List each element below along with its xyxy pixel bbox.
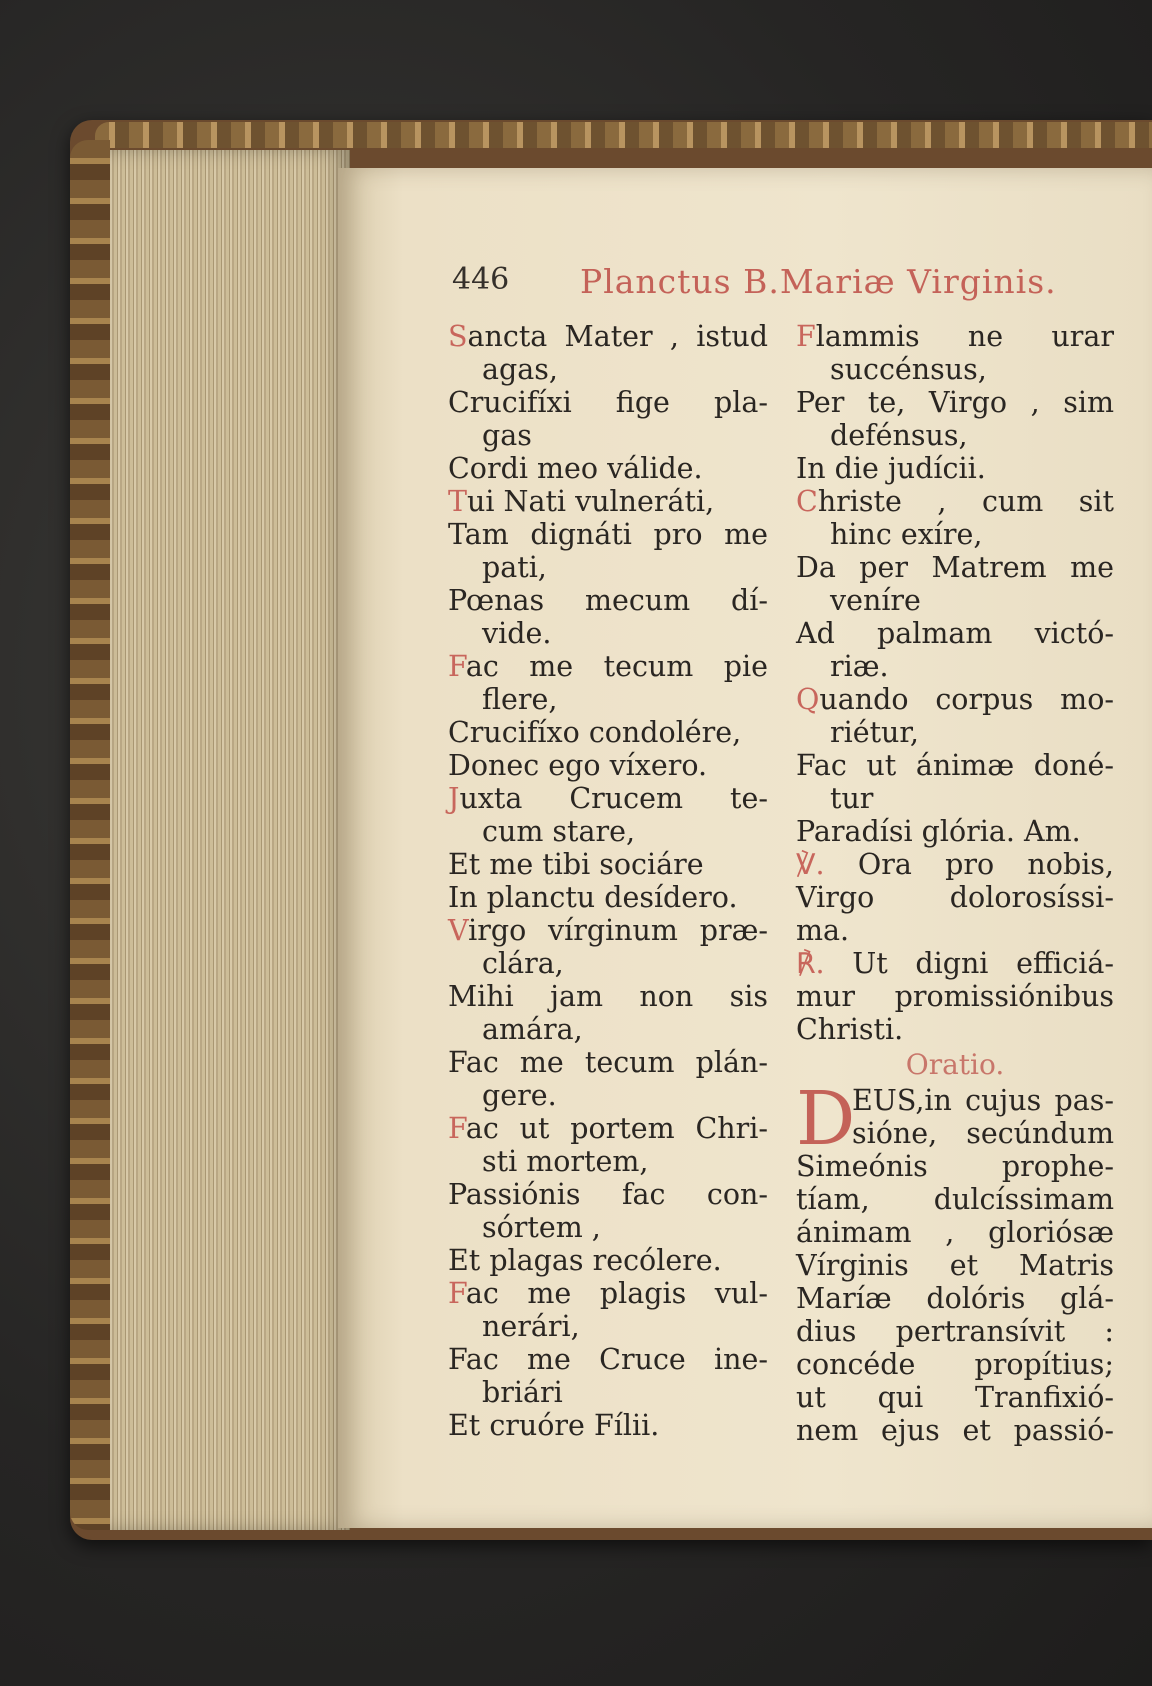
verse-text: In planctu desídero. bbox=[448, 881, 738, 914]
right-text-column bbox=[796, 320, 1114, 1447]
verse-text: Virgo dolorosíssi- bbox=[796, 881, 1114, 914]
verse-line bbox=[796, 782, 1114, 815]
prayer-line: ut qui Tranfixió- bbox=[796, 1381, 1114, 1414]
verse-line bbox=[796, 947, 1114, 980]
verse-text: nerári, bbox=[482, 1310, 580, 1343]
page-edges bbox=[110, 150, 350, 1530]
red-initial: F bbox=[448, 650, 466, 683]
drop-cap-initial: D bbox=[796, 1076, 856, 1162]
red-initial: T bbox=[448, 485, 468, 518]
red-initial: J bbox=[448, 782, 460, 815]
verse-line bbox=[796, 683, 1114, 716]
prayer-line: sióne, secúndum bbox=[852, 1117, 1114, 1150]
verse-text: Crucifíxo condolére, bbox=[448, 716, 742, 749]
verse-text: Paradísi glória. Am. bbox=[796, 815, 1081, 848]
verse-line bbox=[796, 518, 1114, 551]
verse-text: briári bbox=[482, 1376, 563, 1409]
verse-line bbox=[796, 485, 1114, 518]
prayer-line: Vírginis et Matris bbox=[796, 1249, 1114, 1282]
verse-text: Christi. bbox=[796, 1013, 904, 1046]
verse-text: Fac ut ánimæ doné- bbox=[796, 749, 1114, 782]
prayer-line: EUS,in cujus pas- bbox=[852, 1084, 1114, 1117]
verse-text: ac ut portem Chri- bbox=[465, 1112, 768, 1145]
verse-text: In die judícii. bbox=[796, 452, 986, 485]
oratio-heading: Oratio. bbox=[905, 1048, 1005, 1081]
verse-line bbox=[796, 881, 1114, 914]
verse-line bbox=[448, 1409, 768, 1442]
red-initial: C bbox=[796, 485, 818, 518]
verse-text: defénsus, bbox=[830, 419, 968, 452]
prayer-line: nem ejus et passió- bbox=[796, 1414, 1114, 1447]
verse-text: Ad palmam victó- bbox=[796, 617, 1114, 650]
verse-text: veníre bbox=[830, 584, 921, 617]
red-initial: F bbox=[796, 320, 816, 353]
prayer-line: concéde propítius; bbox=[796, 1348, 1114, 1381]
verse-line bbox=[448, 320, 768, 353]
verse-line bbox=[796, 551, 1114, 584]
verse-line bbox=[448, 1310, 768, 1343]
verse-text: Per te, Virgo , sim bbox=[796, 386, 1114, 419]
verse-line bbox=[448, 683, 768, 716]
verse-text: uando corpus mo- bbox=[819, 683, 1114, 716]
verse-line bbox=[796, 749, 1114, 782]
verse-line bbox=[448, 881, 768, 914]
verse-text: ui Nati vulneráti, bbox=[467, 485, 715, 518]
verse-line bbox=[448, 815, 768, 848]
verse-text: lammis ne urar bbox=[815, 320, 1114, 353]
book-top-edge-ornament bbox=[95, 122, 1152, 148]
verse-text: Ora pro nobis, bbox=[824, 848, 1114, 881]
verse-text: irgo vírginum præ- bbox=[468, 914, 768, 947]
verse-line bbox=[448, 716, 768, 749]
prayer-line: tíam, dulcíssimam bbox=[796, 1183, 1114, 1216]
red-initial: F bbox=[448, 1112, 466, 1145]
verse-text: hriste , cum sit bbox=[817, 485, 1114, 518]
verse-line bbox=[448, 1277, 768, 1310]
verse-line bbox=[448, 1145, 768, 1178]
prayer-line: ánimam , gloriósæ bbox=[796, 1216, 1114, 1249]
verse-text: Crucifíxi fige pla- bbox=[448, 386, 768, 419]
verse-text: Mihi jam non sis bbox=[448, 980, 768, 1013]
verse-line bbox=[796, 1013, 1114, 1046]
verse-line bbox=[448, 1178, 768, 1211]
verse-line bbox=[448, 848, 768, 881]
verse-line bbox=[796, 386, 1114, 419]
verse-text: Tam dignáti pro me bbox=[448, 518, 768, 551]
verse-line bbox=[796, 320, 1114, 353]
verse-text: Et cruóre Fílii. bbox=[448, 1409, 660, 1442]
verse-line bbox=[796, 419, 1114, 452]
red-initial: F bbox=[448, 1277, 466, 1310]
verse-text: Pœnas mecum dí- bbox=[448, 584, 768, 617]
left-text-column bbox=[448, 320, 768, 1442]
book-spine bbox=[70, 140, 110, 1530]
running-title: Planctus B.Mariæ Virginis. bbox=[580, 262, 1057, 301]
verse-line bbox=[448, 386, 768, 419]
verse-text: Cordi meo válide. bbox=[448, 452, 703, 485]
verse-line bbox=[796, 584, 1114, 617]
verse-line bbox=[796, 980, 1114, 1013]
verse-text: gere. bbox=[482, 1079, 557, 1112]
verse-line bbox=[448, 947, 768, 980]
verse-text: ac me plagis vul- bbox=[465, 1277, 768, 1310]
prayer-line: dius pertransívit : bbox=[796, 1315, 1114, 1348]
verse-text: hinc exíre, bbox=[830, 518, 983, 551]
verse-line bbox=[448, 584, 768, 617]
verse-line bbox=[448, 1112, 768, 1145]
verse-text: Et plagas recólere. bbox=[448, 1244, 722, 1277]
verse-line bbox=[448, 353, 768, 386]
verse-text: Passiónis fac con- bbox=[448, 1178, 768, 1211]
verse-text: Et me tibi sociáre bbox=[448, 848, 704, 881]
verse-text: gas bbox=[482, 419, 532, 452]
verse-line bbox=[796, 617, 1114, 650]
verse-line bbox=[448, 419, 768, 452]
verse-text: Fac me Cruce ine- bbox=[448, 1343, 768, 1376]
verse-text: tur bbox=[830, 782, 874, 815]
verse-text: succénsus, bbox=[830, 353, 987, 386]
verse-text: Donec ego víxero. bbox=[448, 749, 708, 782]
verse-text: pati, bbox=[482, 551, 547, 584]
verse-line bbox=[448, 518, 768, 551]
verse-text: flere, bbox=[482, 683, 558, 716]
right-verses bbox=[796, 320, 1114, 1046]
verse-line bbox=[448, 1046, 768, 1079]
red-initial: ℟. bbox=[796, 947, 825, 980]
verse-text: ma. bbox=[796, 914, 850, 947]
verse-line bbox=[448, 782, 768, 815]
verse-text: cum stare, bbox=[482, 815, 636, 848]
verse-text: mur promissiónibus bbox=[796, 980, 1114, 1013]
verse-text: riæ. bbox=[830, 650, 889, 683]
verse-line bbox=[448, 1079, 768, 1112]
verse-line bbox=[448, 1244, 768, 1277]
verse-line bbox=[448, 452, 768, 485]
verse-text: clára, bbox=[482, 947, 564, 980]
verse-line bbox=[448, 980, 768, 1013]
verse-text: vide. bbox=[482, 617, 552, 650]
verse-line bbox=[448, 1211, 768, 1244]
verse-line bbox=[796, 914, 1114, 947]
page-number: 446 bbox=[452, 262, 510, 297]
verse-text: sti mortem, bbox=[482, 1145, 649, 1178]
verse-line bbox=[448, 1013, 768, 1046]
verse-line bbox=[448, 650, 768, 683]
verse-line bbox=[796, 353, 1114, 386]
verse-line bbox=[448, 1376, 768, 1409]
verse-text: uxta Crucem te- bbox=[459, 782, 768, 815]
verse-text: riétur, bbox=[830, 716, 919, 749]
red-initial: S bbox=[448, 320, 468, 353]
prayer-line: Maríæ dolóris glá- bbox=[796, 1282, 1114, 1315]
red-initial: ℣. bbox=[796, 848, 825, 881]
verse-text: Da per Matrem me bbox=[796, 551, 1114, 584]
verse-text: Ut digni efficiá- bbox=[824, 947, 1114, 980]
verse-line bbox=[448, 617, 768, 650]
verse-line bbox=[448, 485, 768, 518]
verse-text: ac me tecum pie bbox=[465, 650, 768, 683]
verse-text: agas, bbox=[482, 353, 558, 386]
verse-text: sórtem , bbox=[482, 1211, 601, 1244]
red-initial: V bbox=[448, 914, 469, 947]
verse-line bbox=[796, 848, 1114, 881]
verse-line bbox=[796, 650, 1114, 683]
verse-line bbox=[448, 914, 768, 947]
verse-line bbox=[796, 452, 1114, 485]
verse-line bbox=[796, 716, 1114, 749]
verse-line bbox=[448, 749, 768, 782]
verse-line bbox=[796, 815, 1114, 848]
verse-line bbox=[448, 551, 768, 584]
prayer-line: Simeónis prophe- bbox=[796, 1150, 1114, 1183]
verse-line bbox=[448, 1343, 768, 1376]
verse-text: ancta Mater , istud bbox=[467, 320, 768, 353]
red-initial: Q bbox=[796, 683, 820, 716]
verse-text: amára, bbox=[482, 1013, 583, 1046]
verse-text: Fac me tecum plán- bbox=[448, 1046, 768, 1079]
